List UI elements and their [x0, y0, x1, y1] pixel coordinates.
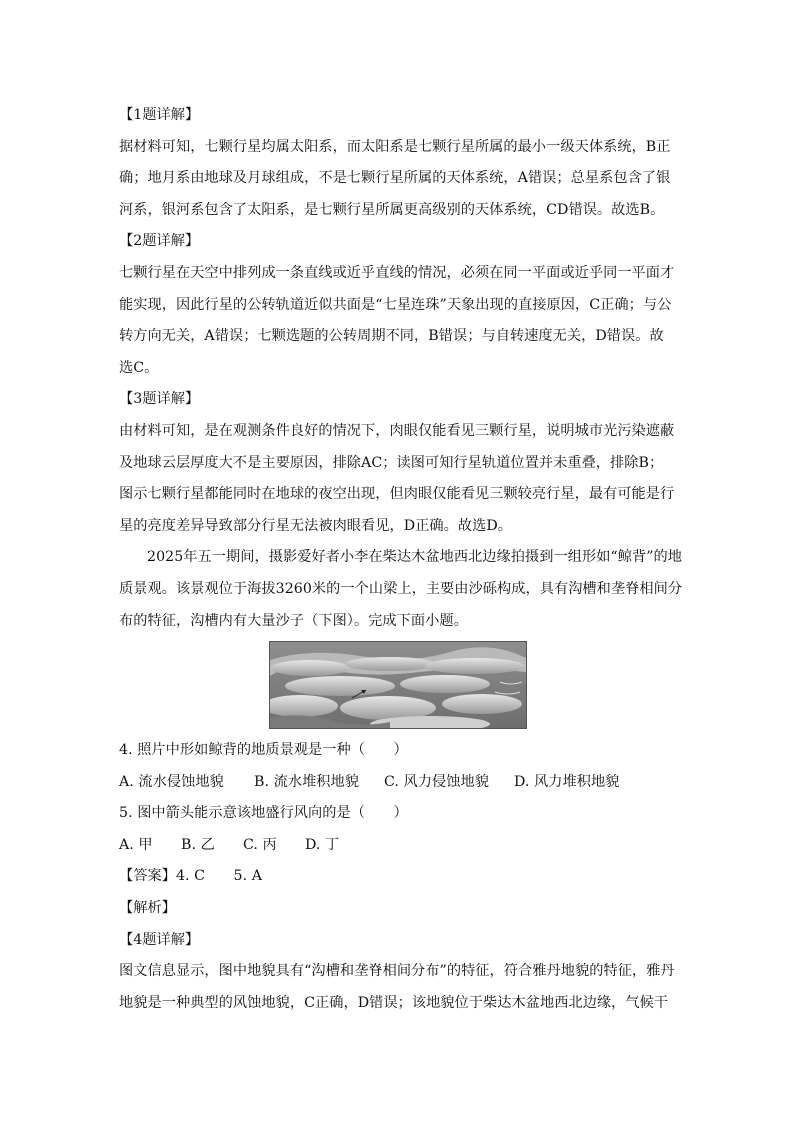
- analysis-header: 【解析】: [119, 900, 176, 917]
- option-c[interactable]: C. 风力侵蚀地貌: [384, 773, 489, 790]
- option-a[interactable]: A. 甲: [119, 836, 153, 853]
- passage-line: 质景观。该景观位于海拔3260米的一个山梁上，主要由沙砾构成，具有沟槽和垄脊相间分: [119, 580, 683, 597]
- text-line: 及地球云层厚度大不是主要原因，排除AC；读图可知行星轨道位置并未重叠，排除B；: [119, 454, 664, 471]
- text-line: 图文信息显示，图中地貌具有“沟槽和垄脊相间分布”的特征，符合雅丹地貌的特征，雅丹: [119, 963, 675, 980]
- passage-line: 布的特征，沟槽内有大量沙子（下图）。完成下面小题。: [119, 612, 468, 629]
- question-options: [119, 767, 675, 799]
- section-header: 【1题详解】: [119, 107, 200, 123]
- passage: [119, 542, 683, 637]
- text-line: 河系，银河系包含了太阳系，是七颗行星所属更高级别的天体系统，CD错误。故选B。: [119, 201, 665, 218]
- question-stem: 5. 图中箭头能示意该地盛行风向的是（ ）: [119, 805, 408, 822]
- section-3: [119, 384, 675, 542]
- section-header: 【2题详解】: [119, 233, 200, 250]
- section-header: 【4题详解】: [119, 931, 200, 948]
- option-d[interactable]: D. 丁: [305, 836, 340, 853]
- option-a[interactable]: A. 流水侵蚀地貌: [119, 773, 224, 790]
- text-line: 确；地月系由地球及月球组成，不是七颗行星所属的天体系统，A错误；总星系包含了银: [119, 170, 671, 187]
- text-line: 据材料可知，七颗行星均属太阳系，而太阳系是七颗行星所属的最小一级天体系统，B正: [119, 138, 671, 155]
- option-d[interactable]: D. 风力堆积地貌: [514, 773, 620, 790]
- text-line: 七颗行星在天空中排列成一条直线或近乎直线的情况，必须在同一平面或近乎同一平面才: [119, 264, 675, 281]
- text-line: 地貌是一种典型的风蚀地貌，C正确，D错误；该地貌位于柴达木盆地西北边缘，气候干: [119, 994, 669, 1011]
- option-c[interactable]: C. 丙: [243, 836, 277, 853]
- question-5: [119, 798, 675, 861]
- option-b[interactable]: B. 乙: [181, 836, 215, 853]
- text-line: 由材料可知，是在观测条件良好的情况下，肉眼仅能看见三颗行星，说明城市光污染遮蔽: [119, 422, 675, 439]
- text-line: 星的亮度差异导致部分行星无法被肉眼看见，D正确。故选D。: [119, 517, 513, 534]
- text-line: 能实现，因此行星的公转轨道近似共面是“七星连珠”天象出现的直接原因，C正确；与公: [119, 296, 672, 313]
- section-4: [119, 925, 675, 1020]
- question-options: [119, 830, 675, 862]
- text-line: 转方向无关，A错误；七颗选题的公转周期不同，B错误；与自转速度无关，D错误。故: [119, 328, 664, 345]
- section-header: 【3题详解】: [119, 391, 200, 408]
- section-2: [119, 226, 675, 384]
- question-4: [119, 735, 675, 798]
- answer-line: 【答案】4. C 5. A: [119, 868, 263, 885]
- question-stem: 4. 照片中形如鲸背的地质景观是一种（ ）: [119, 742, 408, 759]
- landform-photo-icon: [270, 642, 526, 728]
- yardang-landform-photo: [269, 641, 527, 729]
- document-body: [119, 100, 683, 1019]
- passage-line: 2025年五一期间，摄影爱好者小李在柴达木盆地西北边缘拍摄到一组形如“鲸背”的地: [147, 549, 682, 566]
- text-line: 选C。: [119, 359, 159, 376]
- option-b[interactable]: B. 流水堆积地貌: [254, 773, 360, 790]
- section-1: [119, 100, 675, 226]
- text-line: 图示七颗行星都能同时在地球的夜空出现，但肉眼仅能看见三颗较亮行星，最有可能是行: [119, 486, 675, 503]
